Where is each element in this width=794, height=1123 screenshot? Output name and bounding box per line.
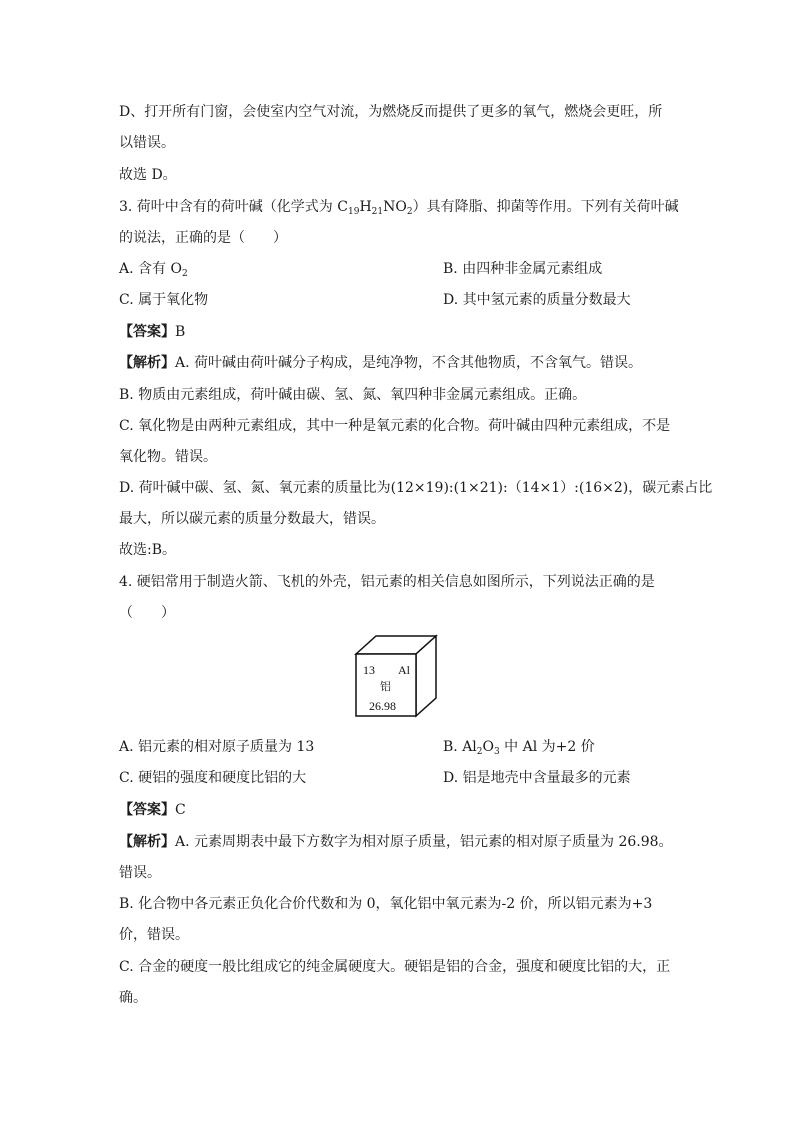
- answer-line: [119, 800, 186, 820]
- text-line: 确。: [119, 990, 147, 1006]
- question-4-stem: 4. 硬铝常用于制造火箭、飞机的外壳，铝元素的相关信息如图所示，下列说法正确的是: [119, 574, 655, 590]
- option-d: D. 铝是地壳中含量最多的元素: [443, 770, 631, 786]
- text-line: B. 物质由元素组成，荷叶碱由碳、氢、氮、氧四种非金属元素组成。正确。: [119, 387, 587, 403]
- formula-part: H: [359, 199, 372, 215]
- text-line: 故选:B。: [119, 542, 177, 558]
- answer-value: C: [175, 802, 186, 818]
- text-line: C. 合金的硬度一般比组成它的纯金属硬度大。硬铝是铝的合金，强度和硬度比铝的大，正: [119, 959, 671, 975]
- subscript: 19: [347, 207, 360, 217]
- formula-part: NO: [383, 199, 407, 215]
- text-line: 以错误。: [119, 135, 175, 151]
- option-c: C. 硬铝的强度和硬度比铝的大: [119, 770, 307, 786]
- atomic-mass: 26.98: [369, 699, 396, 713]
- option-c: C. 属于氧化物: [119, 292, 209, 308]
- option-b: B. 由四种非金属元素组成: [443, 261, 603, 277]
- analysis-text: A. 荷叶碱由荷叶碱分子构成，是纯净物，不含其他物质，不含氧气。错误。: [175, 355, 643, 371]
- text-line: 错误。: [119, 865, 161, 881]
- question-3-stem: [119, 197, 679, 217]
- text-line: 的说法，正确的是（ ）: [119, 230, 287, 246]
- periodic-element-tile: [350, 630, 442, 722]
- stem-text: 3. 荷叶中含有的荷叶碱（化学式为 C: [119, 199, 348, 215]
- answer-label: 【答案】: [119, 802, 175, 818]
- analysis-line: [119, 832, 673, 852]
- subscript: 2: [181, 269, 188, 279]
- analysis-line: [119, 353, 642, 373]
- stem-text: ）具有降脂、抑菌等作用。下列有关荷叶碱: [412, 199, 679, 215]
- analysis-label: 【解析】: [119, 355, 175, 371]
- option-text: A. 含有 O: [119, 261, 182, 277]
- text-line: D、打开所有门窗，会使室内空气对流，为燃烧反而提供了更多的氧气，燃烧会更旺，所: [119, 104, 663, 120]
- text-line: 最大，所以碳元素的质量分数最大，错误。: [119, 511, 385, 527]
- text-line: C. 氧化物是由两种元素组成，其中一种是氧元素的化合物。荷叶碱由四种元素组成，不是: [119, 418, 671, 434]
- element-name: 铝: [380, 680, 391, 693]
- option-a: [119, 259, 188, 279]
- option-text: B. Al: [443, 739, 477, 755]
- option-d: D. 其中氢元素的质量分数最大: [443, 292, 631, 308]
- analysis-text: A. 元素周期表中最下方数字为相对原子质量，铝元素的相对原子质量为 26.98。: [175, 834, 673, 850]
- answer-line: [119, 322, 185, 342]
- answer-value: B: [175, 324, 186, 340]
- subscript: 2: [476, 747, 483, 757]
- element-symbol: Al: [398, 663, 410, 677]
- text-line: 价，错误。: [119, 927, 189, 943]
- subscript: 3: [494, 747, 500, 757]
- option-text: 中 Al 为+2 价: [499, 739, 595, 755]
- subscript: 21: [371, 207, 384, 217]
- text-line: B. 化合物中各元素正负化合价代数和为 0，氧化铝中氧元素为-2 价，所以铝元素为+3: [119, 896, 653, 912]
- analysis-label: 【解析】: [119, 834, 175, 850]
- atomic-number: 13: [363, 663, 375, 677]
- option-b: [443, 737, 595, 757]
- option-a: A. 铝元素的相对原子质量为 13: [119, 739, 315, 755]
- text-line: （ ）: [119, 605, 175, 621]
- subscript: 2: [406, 207, 413, 217]
- formula-part: O: [482, 739, 494, 755]
- text-line: 故选 D。: [119, 167, 177, 183]
- text-line: 氧化物。错误。: [119, 449, 217, 465]
- text-line: D. 荷叶碱中碳、氢、氮、氧元素的质量比为(12×19):(1×21):（14×1）:(16×2)，碳元素占比: [119, 480, 713, 496]
- answer-label: 【答案】: [119, 324, 175, 340]
